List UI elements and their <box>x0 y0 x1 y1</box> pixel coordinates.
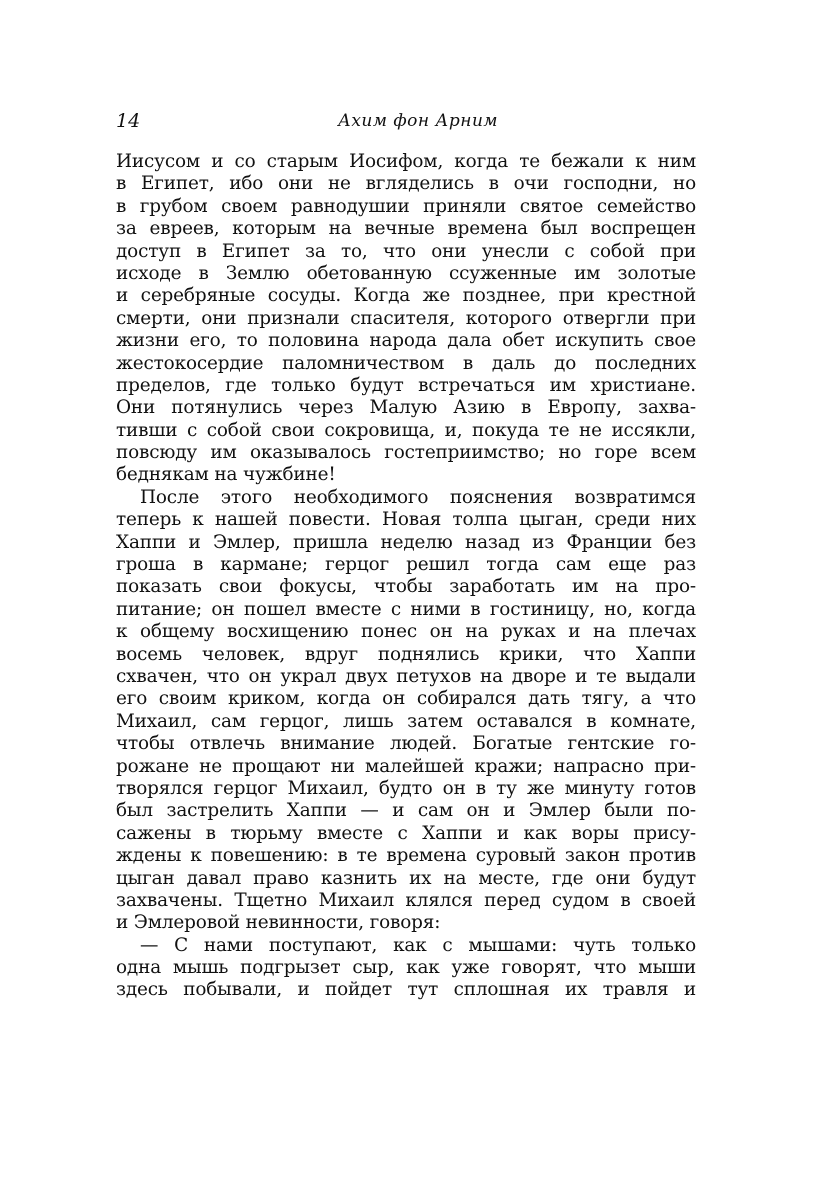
text-line: Иисусом и со старым Иосифом, когда те бежали к ним <box>116 151 696 172</box>
text-line: смерти, они признали спасителя, которого отвергли при <box>116 307 696 329</box>
text-line: здесь побывали, и пойдет тут сплошная их травля и <box>116 979 696 1001</box>
text-line: показать свои фокусы, чтобы заработать им на про- <box>116 576 696 598</box>
text-line: исходе в Землю обетованную ссуженные им золотые <box>116 262 696 284</box>
text-line: к общему восхищению понес он на руках и на плечах <box>116 621 696 643</box>
text-line: тивши с собой свои сокровища, и, покуда те не иссякли, <box>116 419 696 441</box>
text-line: ждены к повешению: в те времена суровый закон против <box>116 845 696 867</box>
text-line: чтобы отвлечь внимание людей. Богатые гентские го- <box>116 733 696 755</box>
text-line: Хаппи и Эмлер, пришла неделю назад из Франции без <box>116 531 696 553</box>
text-line: беднякам на чужбине! <box>116 464 336 486</box>
text-line: восемь человек, вдруг поднялись крики, что Хаппи <box>116 643 696 665</box>
text-line: в Египет, ибо они не вгляделись в очи господни, но <box>116 173 696 195</box>
text-line: одна мышь подгрызет сыр, как уже говорят, что мыши <box>116 957 696 979</box>
text-line: и Эмлеровой невинности, говоря: <box>116 912 441 934</box>
text-line: Михаил, сам герцог, лишь затем оставался в комнате, <box>116 710 696 732</box>
paragraph-start-line: — С нами поступают, как с мышами: чуть только <box>140 934 696 956</box>
text-line: творялся герцог Михаил, будто он в ту же минуту готов <box>116 777 696 799</box>
text-line: за евреев, которым на вечные времена был воспрещен <box>116 218 696 240</box>
text-line: цыган давал право казнить их на месте, где они будут <box>116 867 696 889</box>
body-text <box>116 151 696 1002</box>
text-line: жестокосердие паломничеством в даль до последних <box>116 352 696 374</box>
text-line: был застрелить Хаппи — и сам он и Эмлер были по- <box>116 800 696 822</box>
text-line: захвачены. Тщетно Михаил клялся перед судом в своей <box>116 889 696 911</box>
text-line: Они потянулись через Малую Азию в Европу, захва- <box>116 397 696 419</box>
text-line: повсюду им оказывалось гостеприимство; но горе всем <box>116 442 696 464</box>
text-line: его своим криком, когда он собирался дать тягу, а что <box>116 688 696 710</box>
text-line: и серебряные сосуды. Когда же позднее, при крестной <box>116 285 696 307</box>
text-line: доступ в Египет за то, что они унесли с собой при <box>116 240 696 262</box>
text-line: питание; он пошел вместе с ними в гостиницу, но, когда <box>116 598 696 620</box>
text-line: теперь к нашей повести. Новая толпа цыган, среди них <box>116 509 696 531</box>
text-line: гроша в кармане; герцог решил тогда сам еще раз <box>116 554 696 576</box>
text-line: жизни его, то половина народа дала обет искупить свое <box>116 330 696 352</box>
text-line: рожане не прощают ни малейшей кражи; напрасно при- <box>116 755 696 777</box>
running-head: Ахим фон Арним <box>337 111 499 131</box>
paragraph-start-line: После этого необходимого пояснения возвратимся <box>140 486 696 508</box>
text-line: схвачен, что он украл двух петухов на дворе и те выдали <box>116 665 696 687</box>
text-line: пределов, где только будут встречаться им христиане. <box>116 374 696 396</box>
page-number: 14 <box>116 110 141 132</box>
text-line: в грубом своем равнодушии приняли святое семейство <box>116 195 696 217</box>
text-line: сажены в тюрьму вместе с Хаппи и как воры прису- <box>116 822 696 844</box>
